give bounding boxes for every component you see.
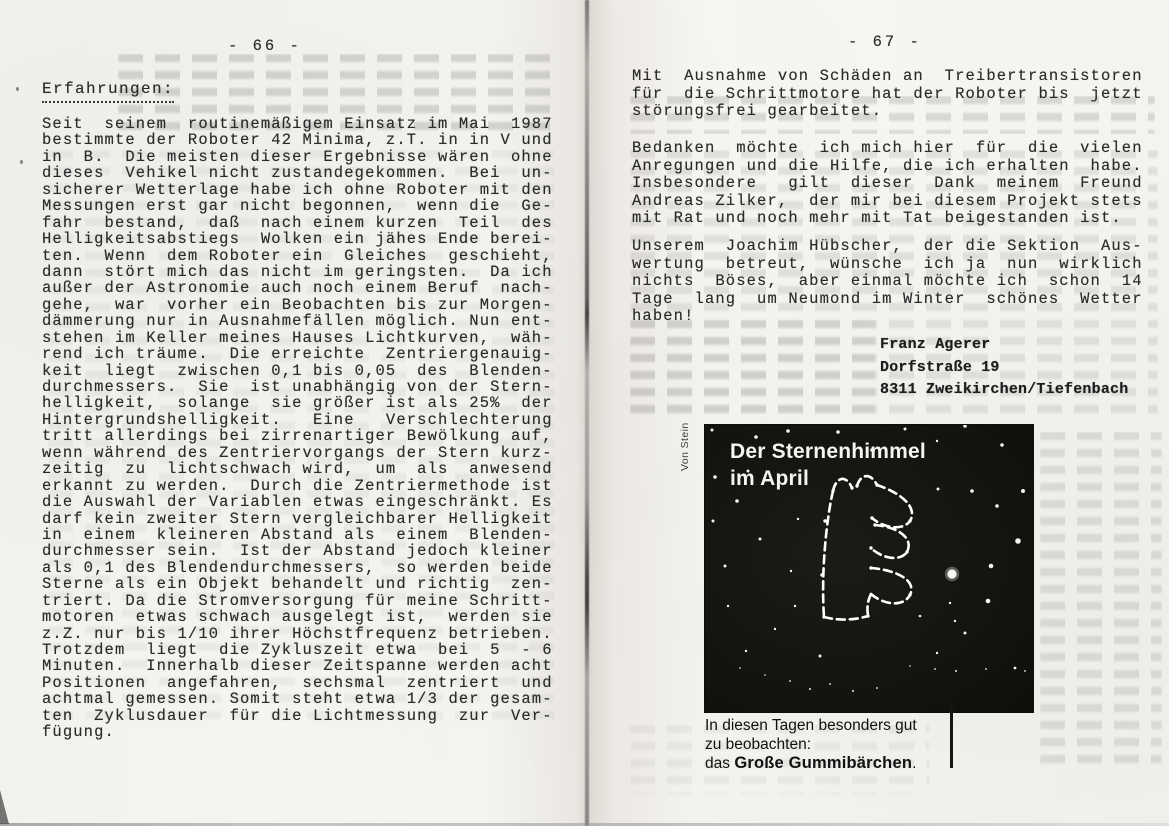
text-line: in einem kleineren Abstand als einem Blenden- (42, 525, 553, 544)
text-line: als 0,1 des Blendendurchmessers, so werden beide (42, 558, 553, 577)
bleed-through-texture (630, 320, 875, 415)
page-number: - 66 - (228, 37, 302, 55)
text-line: Helligkeitsabstiegs Wolken ein jähes Ende berei- (42, 230, 553, 249)
star (786, 429, 790, 433)
star (836, 430, 840, 434)
text-line: für die Schrittmotore hat der Roboter bis jetzt (632, 84, 1143, 103)
star (934, 668, 936, 670)
text-line: ten Zyklusdauer für die Lichtmessung zur Ver- (42, 706, 553, 725)
text-line: tritt allerdings bei zirrenartiger Bewölkung auf, (42, 427, 553, 446)
page-number: - 67 - (848, 33, 922, 51)
text-line: Anregungen und die Hilfe, die ich erhalten habe. (632, 156, 1143, 175)
star (1021, 489, 1025, 493)
star (995, 504, 999, 508)
text-line: wenn während des Zentriervorgangs der Stern kurz- (42, 443, 553, 462)
star (764, 674, 766, 676)
text-line: bestimmte der Roboter 42 Minima, z.T. in in V und (42, 131, 553, 150)
text-line: wertung betreut, wünsche ich ja nun wirklich (632, 254, 1143, 273)
star (985, 668, 987, 670)
star (739, 667, 741, 669)
star (829, 683, 831, 685)
star (919, 615, 922, 618)
star (797, 518, 799, 520)
text-line: Seit seinem routinemäßigem Einsatz im Mai 1987 (42, 115, 553, 133)
paragraph (632, 238, 1143, 326)
scan-corner-artifact (0, 790, 9, 824)
text-line: z.Z. nur bis 1/10 ihrer Höchstfrequenz betrieben. (42, 624, 553, 643)
text-line: die Auswahl der Variablen etwas eingeschränkt. Es (42, 493, 553, 512)
text-line: Dorfstraße 19 (880, 358, 1000, 376)
star-chart-figure (705, 425, 1033, 712)
text-line: durchmessers. Sie ist unabhängig von der Stern- (42, 378, 553, 396)
text-line: zeitig zu lichtschwach wird, um als anwesend (42, 460, 553, 479)
constellation-star (869, 546, 872, 549)
text-line: keit liegt zwischen 0,1 bis 0,05 des Blenden- (42, 361, 553, 380)
figure-title-line2: im April (730, 467, 809, 490)
star (774, 628, 776, 630)
star (876, 687, 878, 689)
text-line: dämmerung nur in Ausnahmefällen möglich. Nun ent- (42, 312, 553, 331)
constellation-line (824, 616, 868, 620)
star (759, 538, 762, 541)
star (852, 690, 854, 692)
star (794, 605, 796, 607)
star (809, 688, 811, 690)
text-line: mit Rat und noch mehr mit Tat beigestanden ist. (632, 209, 1122, 227)
text-line: motoren etwas schwach ausgelegt ist, werden sie (42, 608, 553, 627)
caption-line (705, 754, 917, 773)
star (712, 520, 715, 523)
star (936, 440, 938, 442)
photo-credit: Von Stein (679, 422, 691, 471)
text-line: Sterne als ein Objekt behandelt und richtig zen- (42, 575, 553, 594)
text-line: Minuten. Innerhalb dieser Zeitspanne werden acht (42, 657, 553, 676)
text-line: durchmesser sein. Ist der Abstand jedoch kleiner (42, 542, 553, 561)
star (936, 652, 938, 654)
constellation-star (908, 593, 911, 596)
text-line: dieses Vehikel nicht zustandegekommen. Bei un- (42, 164, 553, 183)
star (790, 570, 792, 572)
star (989, 564, 994, 569)
body-text (42, 116, 553, 741)
text-line: rend ich träume. Die erreichte Zentriergenauig- (42, 345, 553, 364)
text-line: 8311 Zweikirchen/Tiefenbach (880, 381, 1129, 398)
constellation-line (871, 568, 911, 603)
text-line: helligkeit, solange sie größer ist als 25% der (42, 394, 553, 413)
scan-speck (20, 160, 23, 164)
text-line: Messungen erst gar nicht begonnen, wenn die Ge- (42, 197, 553, 216)
constellation-star (870, 516, 873, 519)
caption-text: . (912, 755, 917, 772)
star (789, 680, 791, 682)
text-line: haben! (632, 307, 695, 325)
star (909, 665, 911, 667)
paragraph (632, 68, 1143, 121)
star (713, 475, 717, 479)
star (1024, 670, 1026, 672)
star (1000, 443, 1004, 447)
star (949, 602, 951, 604)
text-line: stehen im Keller meines Hauses Lichtkurven, wäh- (42, 328, 553, 347)
text-line: fügung. (42, 723, 115, 742)
constellation-star (869, 566, 872, 569)
text-line: Mit Ausnahme von Schäden an Treibertransistoren (632, 67, 1143, 85)
constellation-line (823, 491, 833, 617)
star (727, 605, 729, 607)
caption-line: zu beobachten: (705, 736, 812, 753)
paragraph (632, 140, 1143, 228)
text-line: darf kein zweiter Stern vergleichbarer Helligkeit (42, 509, 553, 528)
star (819, 655, 822, 658)
star (947, 569, 956, 578)
star (963, 425, 967, 428)
constellation-star (866, 614, 869, 617)
page-gutter-shadow (585, 0, 589, 826)
text-line: störungsfrei gearbeitet. (632, 102, 883, 120)
text-line: erkannt zu werden. Durch die Zentriermethode ist (42, 476, 553, 495)
star (937, 488, 940, 491)
text-line: Hintergrundshelligkeit. Eine Verschlechterung (42, 410, 553, 429)
text-line: Franz Agerer (880, 336, 991, 353)
caption-text: das (705, 755, 735, 772)
text-line: fahr bestand, daß nach einem kurzen Teil des (42, 213, 553, 232)
text-line: Andreas Zilker, der mir bei diesem Projekt stets (632, 191, 1143, 210)
constellation-star (823, 519, 826, 522)
star (1015, 538, 1021, 544)
text-line: Unserem Joachim Hübscher, der die Sektion Aus- (632, 237, 1143, 255)
text-line: Bedanken möchte ich mich hier für die vielen (632, 139, 1143, 157)
section-heading: Erfahrungen: (42, 80, 174, 103)
bleed-through-texture (1040, 432, 1162, 767)
text-line: triert. Da die Stromversorgung für meine Schritt- (42, 591, 553, 610)
caption-bold-text: Große Gummibärchen (734, 754, 913, 772)
figure-caption (705, 716, 917, 773)
text-line: gehe, war vorher ein Beobachten bis zur Morgen- (42, 295, 553, 314)
author-address-block (880, 334, 1128, 402)
text-line: nichts Böses, aber einmal möchte ich schon 14 (632, 272, 1143, 290)
text-line: ten. Wenn dem Roboter ein Gleiches geschieht, (42, 246, 553, 265)
caption-divider-rule (950, 706, 953, 768)
star (955, 670, 957, 672)
constellation-star (822, 615, 825, 618)
text-line: Positionen angefahren, sechsmal zentriert und (42, 673, 553, 692)
constellation-star (908, 519, 911, 522)
star (711, 429, 714, 432)
caption-line: In diesen Tagen besonders gut (705, 717, 917, 734)
text-line: Tage lang um Neumond im Winter schönes Wetter (632, 289, 1143, 308)
text-line: außer der Astronomie auch noch einem Beruf nach- (42, 279, 553, 298)
star (904, 428, 907, 431)
star (745, 650, 747, 652)
text-line: in B. Die meisten dieser Ergebnisse wären ohne (42, 147, 553, 166)
constellation-star (873, 523, 876, 526)
figure-title-line1: Der Sternenhimmel (730, 440, 926, 463)
scan-speck (16, 87, 19, 91)
figure-title (730, 438, 926, 492)
text-line: dann stört mich das nicht im geringsten. Da ich (42, 262, 553, 281)
constellation-star (905, 550, 908, 553)
constellation-line (867, 594, 871, 616)
star (1014, 667, 1017, 670)
text-line: Trotzdem liegt die Zykluszeit etwa bei 5 - 6 (42, 641, 553, 659)
text-line: sicherer Wetterlage habe ich ohne Roboter mit den (42, 180, 553, 199)
star (954, 620, 956, 622)
constellation-line (871, 525, 909, 558)
star (970, 489, 974, 493)
star (735, 499, 739, 503)
text-line: achtmal gemessen. Somit steht etwa 1/3 der gesam- (42, 690, 553, 709)
star (986, 599, 991, 604)
text-line: Insbesondere gilt dieser Dank meinem Freund (632, 174, 1143, 192)
constellation-star (820, 573, 823, 576)
star (724, 565, 727, 568)
star (964, 632, 967, 635)
